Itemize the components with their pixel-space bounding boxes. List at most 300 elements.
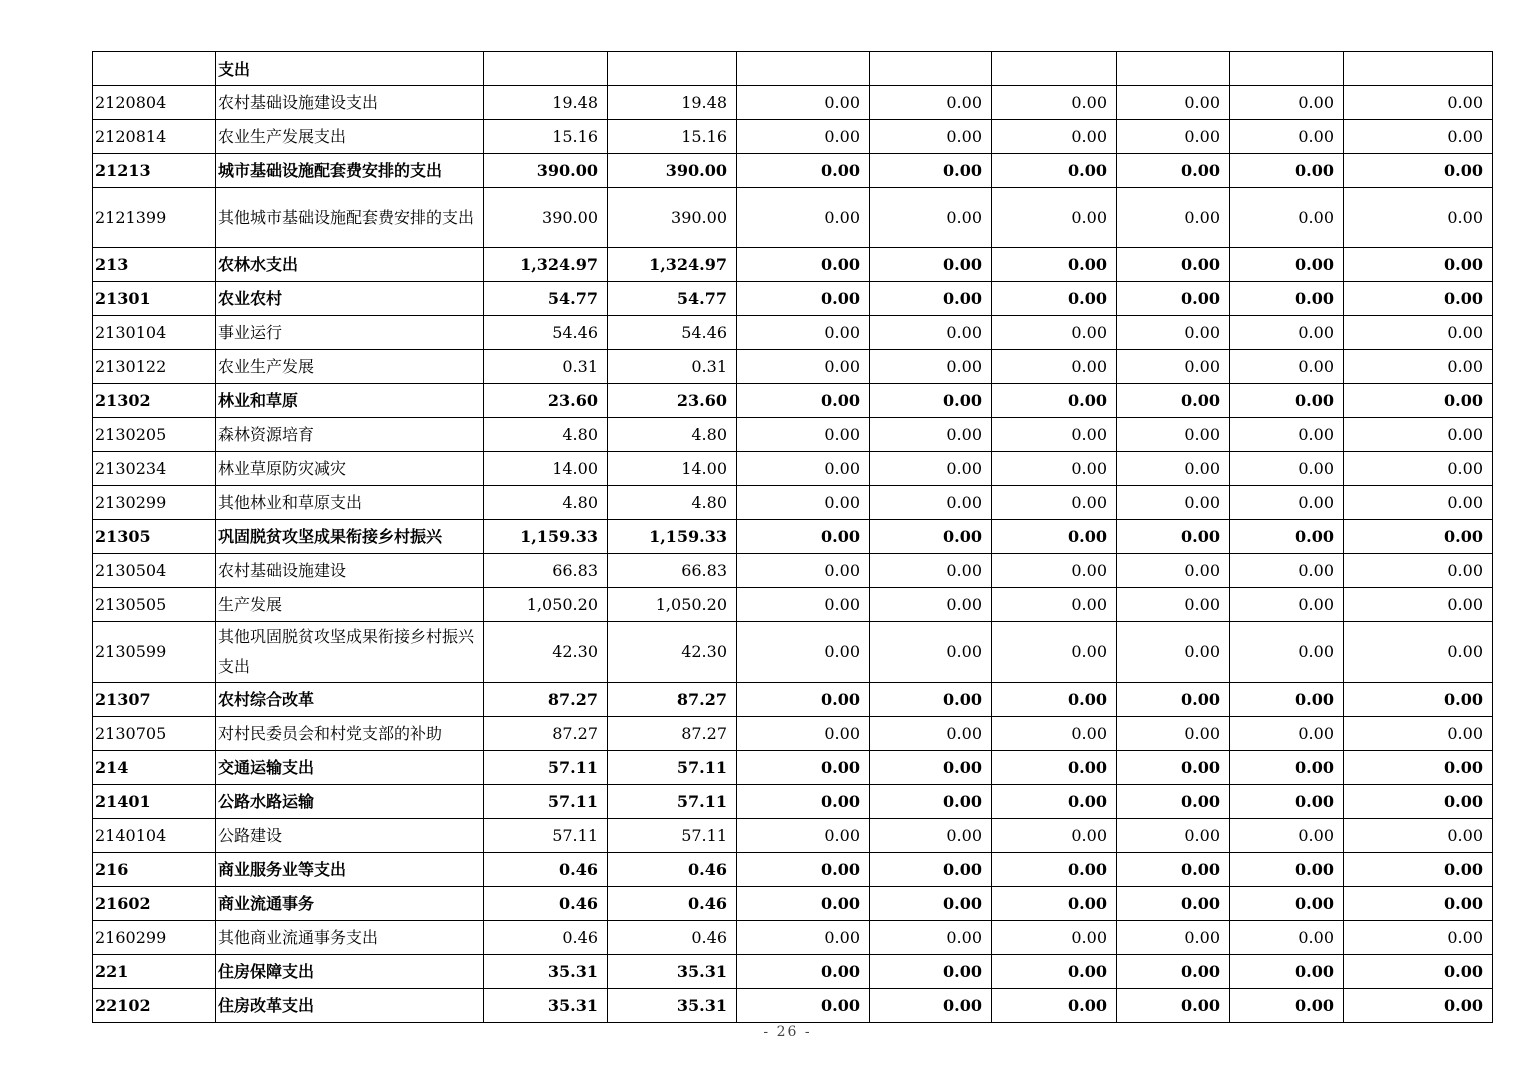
row-value-cell: 0.00 <box>992 452 1117 486</box>
row-value-cell: 0.00 <box>1344 520 1493 554</box>
row-value-cell: 0.00 <box>870 588 992 622</box>
row-value-cell: 390.00 <box>484 154 608 188</box>
row-value-cell: 0.00 <box>1230 588 1344 622</box>
row-value-cell: 0.00 <box>992 520 1117 554</box>
table-row <box>93 887 1493 921</box>
row-value-cell: 0.00 <box>992 588 1117 622</box>
row-value-cell: 0.00 <box>1117 418 1230 452</box>
table-row <box>93 350 1493 384</box>
row-value-cell: 4.80 <box>608 486 737 520</box>
row-value-cell: 0.00 <box>737 248 870 282</box>
row-code-cell: 2140104 <box>93 819 216 853</box>
row-value-cell: 0.00 <box>1117 989 1230 1023</box>
row-code-cell: 213 <box>93 248 216 282</box>
row-code-cell: 21213 <box>93 154 216 188</box>
row-value-cell: 0.00 <box>870 717 992 751</box>
row-value-cell: 0.00 <box>1230 418 1344 452</box>
row-value-cell: 0.00 <box>870 418 992 452</box>
row-value-cell: 0.00 <box>737 588 870 622</box>
row-value-cell: 66.83 <box>608 554 737 588</box>
row-name-cell: 巩固脱贫攻坚成果衔接乡村振兴 <box>216 520 484 554</box>
row-value-cell: 4.80 <box>608 418 737 452</box>
row-value-cell: 0.00 <box>1344 554 1493 588</box>
row-name-cell: 住房改革支出 <box>216 989 484 1023</box>
row-value-cell: 0.00 <box>870 248 992 282</box>
row-value-cell: 0.46 <box>484 853 608 887</box>
row-value-cell: 0.00 <box>992 384 1117 418</box>
row-value-cell: 0.00 <box>737 717 870 751</box>
row-value-cell: 15.16 <box>608 120 737 154</box>
row-value-cell: 390.00 <box>608 154 737 188</box>
row-value-cell: 0.00 <box>992 683 1117 717</box>
row-value-cell: 0.00 <box>737 622 870 683</box>
row-value-cell: 0.00 <box>1117 520 1230 554</box>
row-value-cell: 0.31 <box>484 350 608 384</box>
table-row <box>93 989 1493 1023</box>
row-value-cell: 0.00 <box>870 819 992 853</box>
row-code-cell: 2130205 <box>93 418 216 452</box>
row-value-cell: 0.00 <box>1344 188 1493 248</box>
row-value-cell <box>1230 52 1344 86</box>
row-value-cell: 1,159.33 <box>608 520 737 554</box>
row-code-cell: 21401 <box>93 785 216 819</box>
row-value-cell: 0.00 <box>737 921 870 955</box>
row-value-cell: 0.00 <box>1344 989 1493 1023</box>
row-value-cell: 0.00 <box>1117 188 1230 248</box>
row-value-cell: 0.46 <box>608 853 737 887</box>
row-code-cell: 2130599 <box>93 622 216 683</box>
row-value-cell: 0.46 <box>484 921 608 955</box>
table-row <box>93 751 1493 785</box>
row-value-cell: 14.00 <box>484 452 608 486</box>
table-row <box>93 622 1493 683</box>
row-value-cell: 0.00 <box>992 887 1117 921</box>
row-value-cell: 42.30 <box>484 622 608 683</box>
table-row <box>93 384 1493 418</box>
row-value-cell: 0.00 <box>1344 120 1493 154</box>
row-value-cell: 0.00 <box>737 785 870 819</box>
row-value-cell: 0.00 <box>1230 921 1344 955</box>
row-name-cell: 农村基础设施建设 <box>216 554 484 588</box>
row-value-cell: 0.00 <box>737 86 870 120</box>
row-value-cell: 66.83 <box>484 554 608 588</box>
row-value-cell: 19.48 <box>608 86 737 120</box>
row-value-cell: 0.00 <box>1344 452 1493 486</box>
row-value-cell: 0.00 <box>1344 955 1493 989</box>
row-value-cell: 0.00 <box>870 887 992 921</box>
table-row <box>93 418 1493 452</box>
row-value-cell: 87.27 <box>608 683 737 717</box>
row-value-cell: 87.27 <box>484 683 608 717</box>
row-name-cell: 林业和草原 <box>216 384 484 418</box>
row-value-cell: 0.00 <box>1344 316 1493 350</box>
row-value-cell: 0.00 <box>1117 248 1230 282</box>
row-value-cell: 0.00 <box>1230 751 1344 785</box>
row-value-cell: 0.00 <box>870 554 992 588</box>
row-value-cell: 0.00 <box>1230 248 1344 282</box>
row-code-cell: 2120804 <box>93 86 216 120</box>
row-name-cell: 森林资源培育 <box>216 418 484 452</box>
row-value-cell: 0.00 <box>992 989 1117 1023</box>
table-body <box>93 52 1493 1023</box>
row-value-cell: 0.00 <box>737 384 870 418</box>
row-code-cell: 214 <box>93 751 216 785</box>
row-value-cell: 14.00 <box>608 452 737 486</box>
row-name-cell: 农林水支出 <box>216 248 484 282</box>
row-value-cell: 0.00 <box>870 683 992 717</box>
row-name-cell: 其他商业流通事务支出 <box>216 921 484 955</box>
row-value-cell: 0.00 <box>1117 86 1230 120</box>
row-value-cell: 0.00 <box>1344 282 1493 316</box>
row-code-cell: 2130122 <box>93 350 216 384</box>
row-value-cell: 0.00 <box>870 350 992 384</box>
row-value-cell: 19.48 <box>484 86 608 120</box>
table-row <box>93 52 1493 86</box>
row-value-cell: 0.00 <box>737 819 870 853</box>
row-name-cell: 住房保障支出 <box>216 955 484 989</box>
row-code-cell: 221 <box>93 955 216 989</box>
row-value-cell <box>992 52 1117 86</box>
row-value-cell: 35.31 <box>484 989 608 1023</box>
row-value-cell: 0.00 <box>992 316 1117 350</box>
row-value-cell: 390.00 <box>608 188 737 248</box>
row-code-cell: 21307 <box>93 683 216 717</box>
row-value-cell <box>608 52 737 86</box>
row-code-cell <box>93 52 216 86</box>
row-name-cell: 农业生产发展支出 <box>216 120 484 154</box>
row-value-cell: 0.00 <box>1117 819 1230 853</box>
row-value-cell: 0.00 <box>1117 887 1230 921</box>
row-value-cell: 57.11 <box>608 819 737 853</box>
row-value-cell: 35.31 <box>484 955 608 989</box>
row-value-cell: 0.00 <box>1344 785 1493 819</box>
row-value-cell: 0.00 <box>992 921 1117 955</box>
row-name-cell: 其他林业和草原支出 <box>216 486 484 520</box>
row-name-cell: 商业流通事务 <box>216 887 484 921</box>
row-name-cell: 公路水路运输 <box>216 785 484 819</box>
row-value-cell: 0.00 <box>1230 350 1344 384</box>
row-value-cell: 1,159.33 <box>484 520 608 554</box>
row-value-cell: 4.80 <box>484 418 608 452</box>
page-number: - 26 - <box>763 1024 812 1040</box>
row-value-cell: 0.00 <box>1344 683 1493 717</box>
row-value-cell: 0.00 <box>1230 717 1344 751</box>
row-value-cell: 1,324.97 <box>608 248 737 282</box>
row-value-cell: 0.00 <box>870 86 992 120</box>
row-value-cell: 0.00 <box>992 350 1117 384</box>
row-value-cell: 0.00 <box>992 717 1117 751</box>
row-value-cell: 0.00 <box>1230 785 1344 819</box>
row-code-cell: 21302 <box>93 384 216 418</box>
row-value-cell: 0.00 <box>1117 154 1230 188</box>
row-code-cell: 2130505 <box>93 588 216 622</box>
row-value-cell: 0.00 <box>992 554 1117 588</box>
row-name-cell: 其他城市基础设施配套费安排的支出 <box>216 188 484 248</box>
row-value-cell: 0.00 <box>992 188 1117 248</box>
table-row <box>93 588 1493 622</box>
row-value-cell: 0.00 <box>1117 751 1230 785</box>
row-value-cell: 0.00 <box>992 955 1117 989</box>
row-value-cell: 0.00 <box>870 921 992 955</box>
row-value-cell <box>870 52 992 86</box>
row-value-cell: 35.31 <box>608 955 737 989</box>
table-row <box>93 248 1493 282</box>
row-value-cell: 0.00 <box>870 154 992 188</box>
row-value-cell: 0.00 <box>1230 120 1344 154</box>
row-value-cell: 57.11 <box>484 785 608 819</box>
row-value-cell: 0.00 <box>737 520 870 554</box>
row-name-cell: 城市基础设施配套费安排的支出 <box>216 154 484 188</box>
row-code-cell: 2130104 <box>93 316 216 350</box>
row-value-cell: 0.00 <box>1230 86 1344 120</box>
row-value-cell: 0.31 <box>608 350 737 384</box>
row-value-cell: 0.00 <box>992 486 1117 520</box>
row-value-cell: 0.00 <box>737 188 870 248</box>
row-value-cell: 0.00 <box>992 418 1117 452</box>
row-code-cell: 22102 <box>93 989 216 1023</box>
row-value-cell: 0.00 <box>1344 751 1493 785</box>
row-value-cell: 0.00 <box>992 282 1117 316</box>
row-value-cell: 0.00 <box>870 785 992 819</box>
row-value-cell: 0.00 <box>1344 717 1493 751</box>
row-name-cell: 对村民委员会和村党支部的补助 <box>216 717 484 751</box>
row-value-cell: 0.00 <box>992 154 1117 188</box>
row-value-cell <box>1344 52 1493 86</box>
row-value-cell: 0.00 <box>737 486 870 520</box>
table-row <box>93 853 1493 887</box>
row-value-cell: 54.77 <box>484 282 608 316</box>
row-value-cell: 0.00 <box>1230 384 1344 418</box>
table-row <box>93 554 1493 588</box>
row-value-cell: 0.00 <box>1344 486 1493 520</box>
row-value-cell: 0.00 <box>1230 554 1344 588</box>
row-value-cell: 0.46 <box>608 887 737 921</box>
row-value-cell: 0.00 <box>1230 282 1344 316</box>
row-value-cell: 0.00 <box>737 154 870 188</box>
row-value-cell <box>737 52 870 86</box>
table-row <box>93 120 1493 154</box>
row-value-cell: 57.11 <box>484 819 608 853</box>
row-value-cell: 0.00 <box>737 853 870 887</box>
row-value-cell: 0.00 <box>737 683 870 717</box>
row-value-cell: 1,050.20 <box>608 588 737 622</box>
row-name-cell: 事业运行 <box>216 316 484 350</box>
row-value-cell: 0.00 <box>737 452 870 486</box>
row-value-cell: 0.00 <box>1117 717 1230 751</box>
row-value-cell: 0.00 <box>737 989 870 1023</box>
row-value-cell <box>484 52 608 86</box>
row-value-cell: 57.11 <box>608 785 737 819</box>
row-value-cell: 0.00 <box>737 955 870 989</box>
table-row <box>93 819 1493 853</box>
row-value-cell: 0.00 <box>992 120 1117 154</box>
row-value-cell: 0.00 <box>870 751 992 785</box>
row-value-cell: 15.16 <box>484 120 608 154</box>
row-value-cell: 54.46 <box>484 316 608 350</box>
row-value-cell: 54.46 <box>608 316 737 350</box>
row-value-cell: 0.00 <box>1344 819 1493 853</box>
row-code-cell: 2130705 <box>93 717 216 751</box>
row-value-cell: 0.00 <box>1117 955 1230 989</box>
row-value-cell: 1,050.20 <box>484 588 608 622</box>
row-value-cell: 0.00 <box>1230 989 1344 1023</box>
row-value-cell: 0.00 <box>1344 921 1493 955</box>
row-value-cell <box>1117 52 1230 86</box>
row-value-cell: 0.00 <box>1230 819 1344 853</box>
row-value-cell: 0.00 <box>1117 554 1230 588</box>
row-value-cell: 0.00 <box>870 316 992 350</box>
row-name-cell: 农村综合改革 <box>216 683 484 717</box>
row-name-cell: 林业草原防灾减灾 <box>216 452 484 486</box>
table-row <box>93 188 1493 248</box>
row-code-cell: 2130234 <box>93 452 216 486</box>
row-value-cell: 35.31 <box>608 989 737 1023</box>
row-value-cell: 0.00 <box>1117 622 1230 683</box>
row-value-cell: 0.00 <box>1117 316 1230 350</box>
row-value-cell: 0.00 <box>1230 452 1344 486</box>
row-name-cell: 公路建设 <box>216 819 484 853</box>
row-code-cell: 216 <box>93 853 216 887</box>
row-value-cell: 0.00 <box>1344 853 1493 887</box>
row-code-cell: 21602 <box>93 887 216 921</box>
row-value-cell: 1,324.97 <box>484 248 608 282</box>
row-value-cell: 0.00 <box>1230 154 1344 188</box>
row-value-cell: 0.00 <box>1344 350 1493 384</box>
row-value-cell: 0.00 <box>737 120 870 154</box>
row-code-cell: 21305 <box>93 520 216 554</box>
row-value-cell: 0.00 <box>1117 785 1230 819</box>
row-value-cell: 0.00 <box>870 188 992 248</box>
row-value-cell: 0.00 <box>992 751 1117 785</box>
row-value-cell: 0.46 <box>484 887 608 921</box>
row-value-cell: 390.00 <box>484 188 608 248</box>
row-value-cell: 0.46 <box>608 921 737 955</box>
row-name-cell: 生产发展 <box>216 588 484 622</box>
row-name-cell: 支出 <box>216 52 484 86</box>
table-row <box>93 921 1493 955</box>
table-row <box>93 154 1493 188</box>
row-name-cell: 交通运输支出 <box>216 751 484 785</box>
table-row <box>93 955 1493 989</box>
row-value-cell: 0.00 <box>1230 683 1344 717</box>
row-value-cell: 0.00 <box>1344 384 1493 418</box>
row-value-cell: 0.00 <box>992 819 1117 853</box>
row-value-cell: 87.27 <box>484 717 608 751</box>
row-value-cell: 0.00 <box>870 853 992 887</box>
row-value-cell: 0.00 <box>1230 520 1344 554</box>
row-value-cell: 0.00 <box>1344 588 1493 622</box>
row-value-cell: 0.00 <box>1344 154 1493 188</box>
table-row <box>93 785 1493 819</box>
budget-table <box>92 51 1493 1023</box>
table-row <box>93 520 1493 554</box>
row-value-cell: 0.00 <box>1117 282 1230 316</box>
row-value-cell: 0.00 <box>1117 384 1230 418</box>
row-code-cell: 2121399 <box>93 188 216 248</box>
row-value-cell: 0.00 <box>870 384 992 418</box>
row-value-cell: 0.00 <box>1230 188 1344 248</box>
row-value-cell: 0.00 <box>870 622 992 683</box>
row-value-cell: 4.80 <box>484 486 608 520</box>
row-value-cell: 0.00 <box>870 989 992 1023</box>
row-value-cell: 0.00 <box>870 452 992 486</box>
row-name-cell: 农村基础设施建设支出 <box>216 86 484 120</box>
row-value-cell: 0.00 <box>1230 316 1344 350</box>
row-value-cell: 0.00 <box>737 418 870 452</box>
row-value-cell: 0.00 <box>1230 622 1344 683</box>
row-value-cell: 0.00 <box>1117 853 1230 887</box>
row-value-cell: 0.00 <box>737 282 870 316</box>
row-value-cell: 0.00 <box>992 853 1117 887</box>
row-value-cell: 0.00 <box>870 955 992 989</box>
table-row <box>93 86 1493 120</box>
row-value-cell: 0.00 <box>1344 86 1493 120</box>
row-value-cell: 0.00 <box>1117 683 1230 717</box>
row-value-cell: 0.00 <box>1230 955 1344 989</box>
row-value-cell: 54.77 <box>608 282 737 316</box>
row-name-cell: 农业农村 <box>216 282 484 316</box>
row-value-cell: 0.00 <box>870 486 992 520</box>
row-value-cell: 0.00 <box>1117 452 1230 486</box>
row-value-cell: 0.00 <box>992 248 1117 282</box>
row-code-cell: 2130299 <box>93 486 216 520</box>
row-value-cell: 0.00 <box>870 282 992 316</box>
row-value-cell: 57.11 <box>484 751 608 785</box>
row-value-cell: 87.27 <box>608 717 737 751</box>
row-value-cell: 42.30 <box>608 622 737 683</box>
table-row <box>93 316 1493 350</box>
row-name-cell: 农业生产发展 <box>216 350 484 384</box>
row-value-cell: 57.11 <box>608 751 737 785</box>
row-value-cell: 0.00 <box>1117 486 1230 520</box>
row-code-cell: 21301 <box>93 282 216 316</box>
row-value-cell: 0.00 <box>1117 350 1230 384</box>
row-value-cell: 0.00 <box>1344 418 1493 452</box>
row-value-cell: 0.00 <box>737 316 870 350</box>
table-row <box>93 452 1493 486</box>
row-name-cell: 商业服务业等支出 <box>216 853 484 887</box>
table-row <box>93 486 1493 520</box>
table-row <box>93 717 1493 751</box>
row-name-cell: 其他巩固脱贫攻坚成果衔接乡村振兴支出 <box>216 622 484 683</box>
row-value-cell: 23.60 <box>484 384 608 418</box>
row-value-cell: 0.00 <box>737 554 870 588</box>
row-value-cell: 0.00 <box>1344 622 1493 683</box>
row-value-cell: 0.00 <box>737 751 870 785</box>
row-code-cell: 2120814 <box>93 120 216 154</box>
table-row <box>93 683 1493 717</box>
row-value-cell: 0.00 <box>1344 887 1493 921</box>
row-code-cell: 2130504 <box>93 554 216 588</box>
row-value-cell: 0.00 <box>992 785 1117 819</box>
row-value-cell: 0.00 <box>737 350 870 384</box>
row-value-cell: 0.00 <box>1117 921 1230 955</box>
row-value-cell: 0.00 <box>1117 120 1230 154</box>
row-value-cell: 0.00 <box>870 120 992 154</box>
table-row <box>93 282 1493 316</box>
row-value-cell: 23.60 <box>608 384 737 418</box>
row-value-cell: 0.00 <box>992 86 1117 120</box>
row-value-cell: 0.00 <box>870 520 992 554</box>
row-value-cell: 0.00 <box>1117 588 1230 622</box>
row-value-cell: 0.00 <box>1344 248 1493 282</box>
row-code-cell: 2160299 <box>93 921 216 955</box>
row-value-cell: 0.00 <box>1230 853 1344 887</box>
row-value-cell: 0.00 <box>1230 486 1344 520</box>
row-value-cell: 0.00 <box>992 622 1117 683</box>
row-value-cell: 0.00 <box>737 887 870 921</box>
row-value-cell: 0.00 <box>1230 887 1344 921</box>
